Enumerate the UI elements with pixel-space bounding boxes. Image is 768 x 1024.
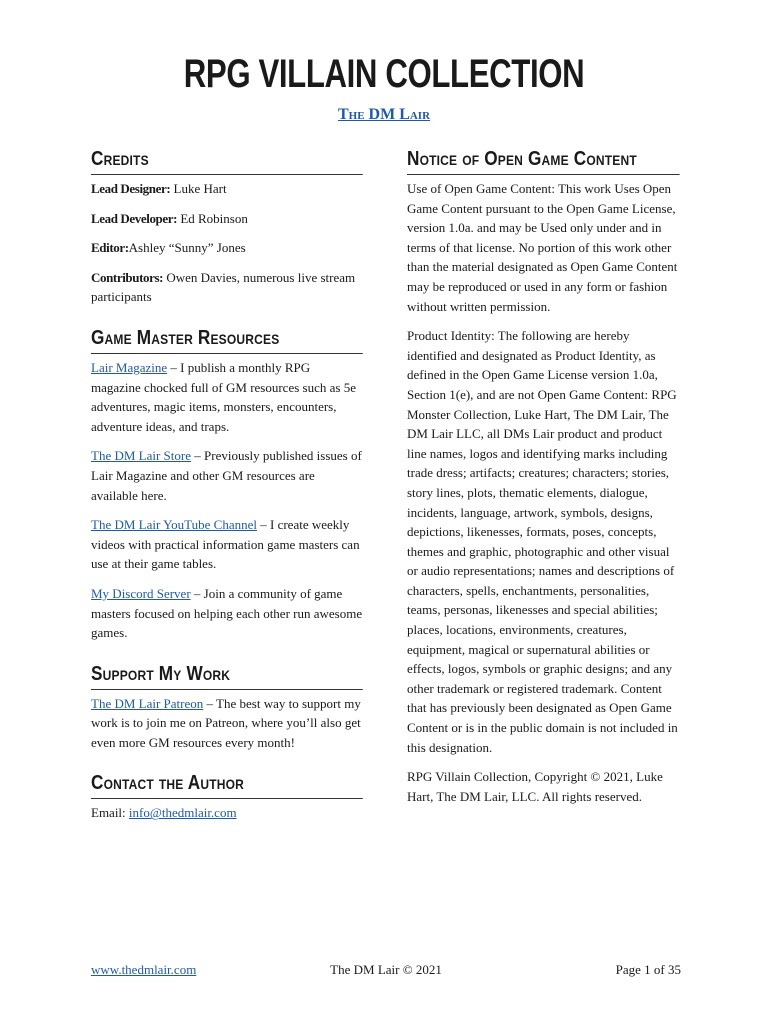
resource-item: The DM Lair YouTube Channel – I create weekly videos with practical information game masters can use at their game tables. [91,517,360,572]
lair-magazine-link[interactable]: Lair Magazine [91,359,168,375]
credit-lead-designer: Lead Designer: Luke Hart [91,181,227,196]
subtitle-link[interactable]: The DM Lair [337,106,431,123]
product-identity-paragraph: Product Identity: The following are hereby identified and designated as Product Identity, as defined in the Open Game License version 1.0a, Section 1(e), and are not Open Game Content: RPG Monster Collection, Luke Hart, The DM Lair, The DM Lair LLC, all DMs Lair product and product line names, logos and identifying marks including trade dress; artifacts; creatures; characters; stories, story lines, plots, thematic elements, dialogue, incidents, language, artwork, symbols, designs, depictions, likenesses, formats, poses, concepts, themes and graphic, photographic and other visual or audio representations; names and descriptions of characters, spells, enchantments, personalities, teams, personas, likenesses and special abilities; places, locations, environments, creatures, equipment, magical or supernatural abilities or effects, logos, symbols or graphic designs; and any other trademark or registered trademark. Content that has previously been designated as Open Game Content or is in the public domain is not included in this designation. [407,328,678,755]
resource-item: Lair Magazine – I publish a monthly RPG magazine chocked full of GM resources such as 5e adventures, magic items, monsters, encounters, adventure ideas, and traps. [91,359,356,434]
credits-section [91,146,363,307]
ogc-paragraph: Use of Open Game Content: This work Uses Open Game Content pursuant to the Open Game License, version 1.0a. and may be Used only under and in terms of that license. No portion of this work other than the material designated as Open Game Content may be reproduced or used in any form or fashion without written permission. [407,181,678,314]
right-column [407,146,680,824]
credit-lead-developer: Lead Developer: Ed Robinson [91,210,248,226]
contact-heading: Contact the Author [91,770,362,799]
page-number: Page 1 of 35 [615,962,681,977]
document-title: RPG VILLAIN COLLECTION [183,52,585,96]
credit-editor: Editor:Ashley “Sunny” Jones [91,240,246,256]
support-text: The DM Lair Patreon – The best way to support my work is to join me on Patreon, where you’ll also get even more GM resources every month! [91,695,361,750]
contact-section [91,770,363,823]
credit-contributors: Contributors: Owen Davies, numerous live stream participants [91,269,356,305]
ogc-notice-heading: Notice of Open Game Content [407,146,679,175]
contact-email: Email: info@thedmlair.com [91,805,237,821]
patreon-link[interactable]: The DM Lair Patreon [91,695,204,711]
resource-item: The DM Lair Store – Previously published issues of Lair Magazine and other GM resources are available here. [91,448,362,503]
youtube-channel-link[interactable]: The DM Lair YouTube Channel [91,517,257,533]
gm-resources-section [91,325,363,643]
email-link[interactable]: info@thedmlair.com [128,805,237,821]
ogc-notice-section [407,146,680,806]
left-column [91,146,363,841]
gm-resources-heading: Game Master Resources [91,325,362,354]
footer-copyright: The DM Lair © 2021 [330,962,442,977]
page-footer [91,961,681,979]
credits-heading: Credits [91,146,362,175]
copyright-paragraph: RPG Villain Collection, Copyright © 2021, Luke Hart, The DM Lair, LLC. All rights reserved. [407,769,663,804]
footer-website-link[interactable]: www.thedmlair.com [91,962,197,977]
discord-server-link[interactable]: My Discord Server [91,585,191,601]
support-heading: Support My Work [91,661,362,690]
support-section [91,661,363,753]
dm-lair-store-link[interactable]: The DM Lair Store [91,448,192,464]
resource-item: My Discord Server – Join a community of game masters focused on helping each other run awesome games. [91,585,363,641]
